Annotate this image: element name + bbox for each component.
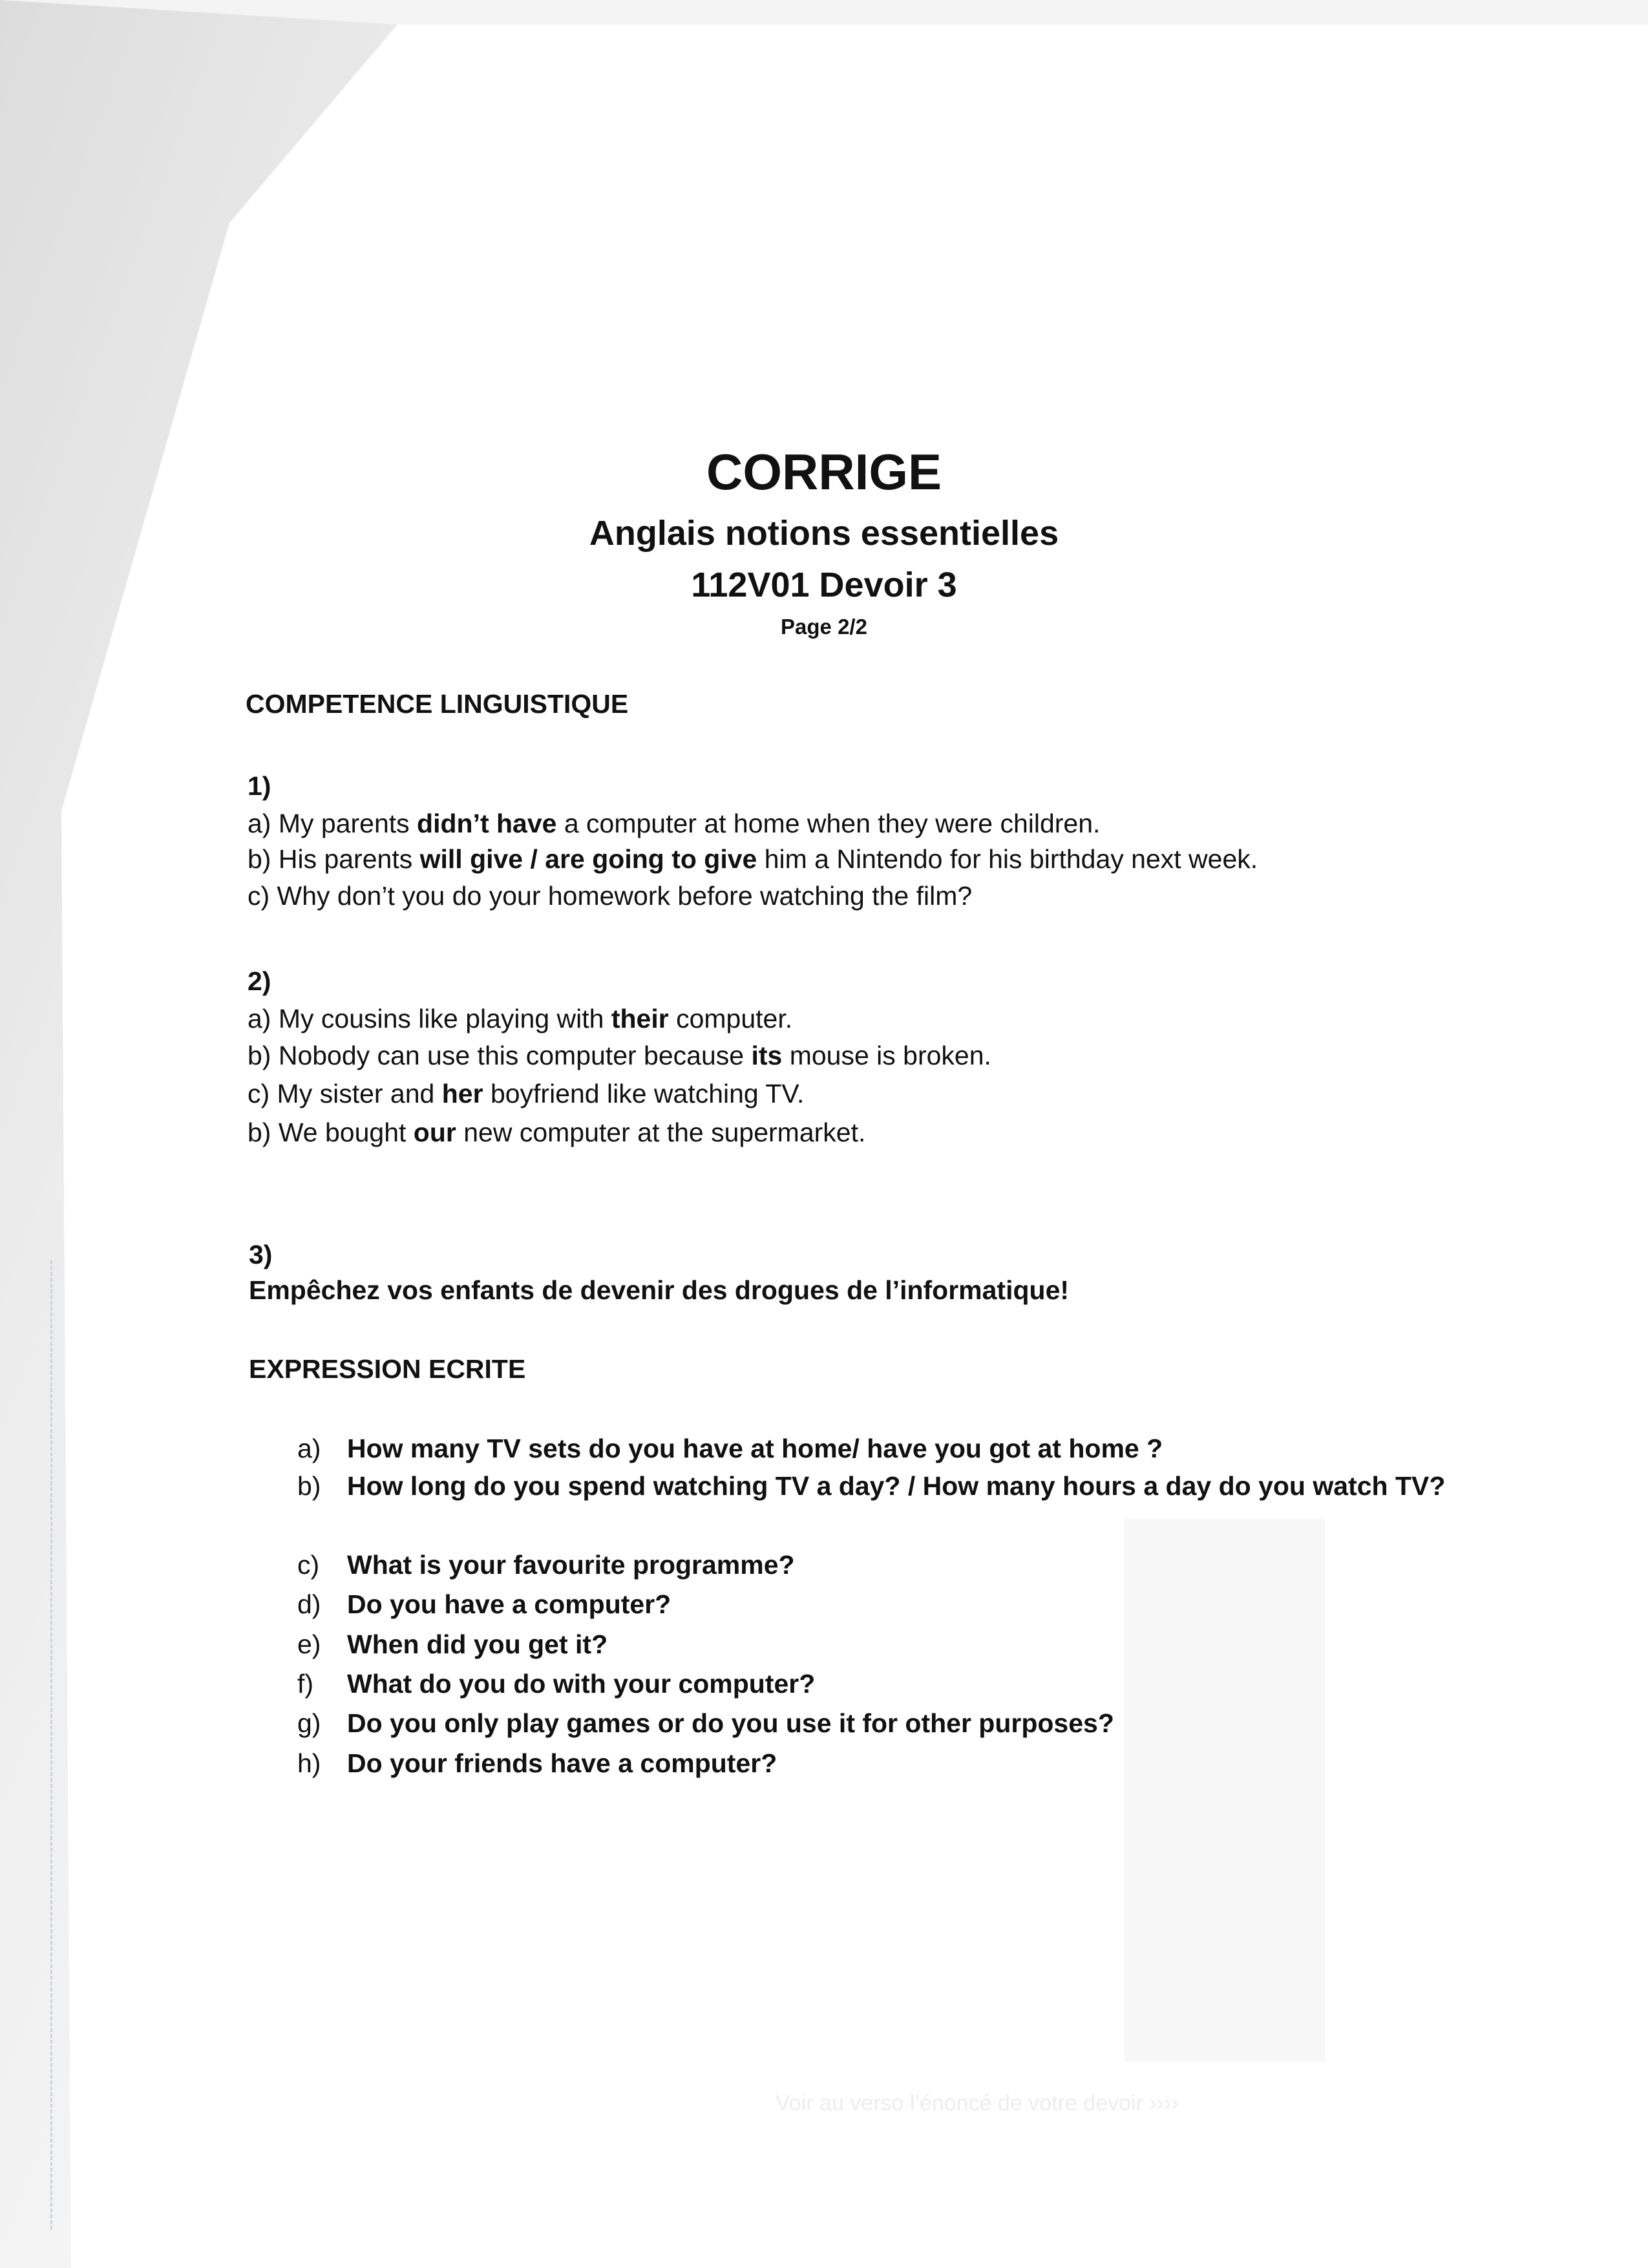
part-1-item-c: c) Why don’t you do your homework before watching the film? <box>248 881 973 911</box>
question-letter-h: h) <box>297 1748 321 1778</box>
question-f: What do you do with your computer? <box>347 1669 816 1699</box>
question-letter-b: b) <box>297 1471 321 1501</box>
part-2-item-c: c) My sister and her boyfriend like watching TV. <box>248 1079 805 1108</box>
page-number: Page 2/2 <box>781 615 867 639</box>
question-letter-g: g) <box>297 1708 321 1738</box>
question-g: Do you only play games or do you use it for other purposes? <box>347 1708 1114 1738</box>
question-letter-f: f) <box>297 1669 314 1699</box>
question-letter-e: e) <box>297 1629 321 1659</box>
course-subtitle: Anglais notions essentielles <box>589 514 1059 553</box>
question-letter-d: d) <box>297 1589 321 1619</box>
section-heading-competence: COMPETENCE LINGUISTIQUE <box>246 689 629 719</box>
question-d: Do you have a computer? <box>347 1589 671 1619</box>
part-1-item-a: a) My parents didn’t have a computer at home when they were children. <box>248 809 1101 838</box>
notebook-margin-line <box>50 1260 52 2230</box>
assignment-code: 112V01 Devoir 3 <box>691 566 957 604</box>
question-b: How long do you spend watching TV a day? / How many hours a day do you watch TV? <box>347 1471 1446 1501</box>
page-title: CORRIGE <box>706 443 942 500</box>
part-2-number: 2) <box>248 966 271 996</box>
part-3-number: 3) <box>249 1240 273 1269</box>
question-letter-a: a) <box>297 1434 321 1463</box>
part-2-item-a: a) My cousins like playing with their computer. <box>248 1004 793 1033</box>
question-h: Do your friends have a computer? <box>347 1748 777 1778</box>
footer-show-through: Voir au verso l’énoncé de votre devoir ›››› <box>776 2091 1179 2115</box>
question-e: When did you get it? <box>347 1629 608 1659</box>
part-1-item-b: b) His parents will give / are going to give him a Nintendo for his birthday next week. <box>248 844 1258 874</box>
question-a: How many TV sets do you have at home/ have you got at home ? <box>347 1434 1163 1463</box>
part-2-item-d: b) We bought our new computer at the supermarket. <box>248 1118 866 1147</box>
part-2-item-b: b) Nobody can use this computer because its mouse is broken. <box>248 1041 991 1070</box>
question-letter-c: c) <box>297 1550 320 1580</box>
part-1-number: 1) <box>248 771 271 801</box>
question-c: What is your favourite programme? <box>347 1550 795 1580</box>
section-heading-expression: EXPRESSION ECRITE <box>249 1354 526 1384</box>
part-3-translation: Empêchez vos enfants de devenir des drogues de l’informatique! <box>249 1275 1070 1305</box>
